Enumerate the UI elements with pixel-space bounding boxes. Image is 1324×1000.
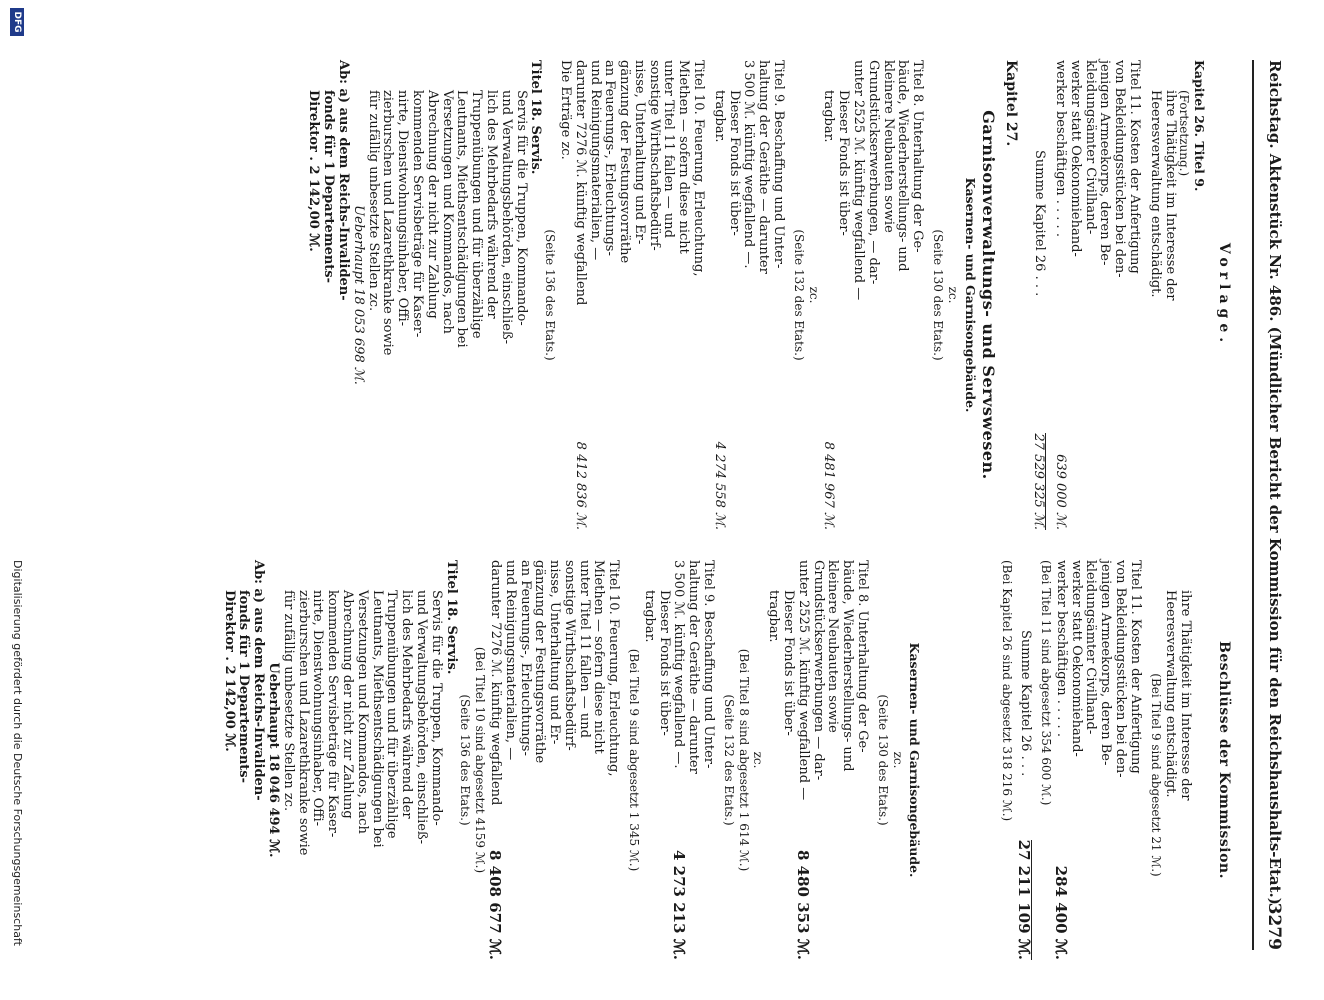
titel-9-amount: 4 273 213 ℳ. bbox=[669, 850, 688, 960]
titel-10-entry: Titel 10. Feuerung, Erleuchtung, Miethen — sofern diese nicht unter Titel 11 fallen — und sonstige Wirthschaftsbedürf- nisse, Unterhaltung und Er- gänzung der Festungsvorräthe an Feuerungs-, Erleuchtungs- und Reinigungsmaterialien, — darunter 7276 ℳ. künftig wegfallend Die Erträge zc. 8 412 836 ℳ. bbox=[557, 60, 707, 530]
titel-8-entry: Titel 8. Unterhaltung der Ge- bäude, Wiederherstellungs- und kleinere Neubauten sowie Grundstückserwerbungen, — dar- unter 2525 ℳ. künftig wegfallend — Dieser Fonds ist über- tragbar. 8 481 967 ℳ. bbox=[821, 60, 926, 530]
servis-text: Servis für die Truppen, Kommando- und Verwaltungsbehörden, einschließ- lich des Mehrbedarfs während der Truppenübungen und für überzählige Leutnants, Miethsentschädigungen bei Versetzungen und Kommandos, nach Abrechnung der nicht zur Zahlung kommenden Servisbeträge für Kaser- nirte, Dienstwohnungsinhaber, Offi- zierburschen und Lazarethkranke sowie für zufällig unbesetzte Stellen zc. bbox=[365, 90, 529, 356]
titel-18-heading: Titel 18. Servis. bbox=[528, 60, 544, 175]
dfg-logo: DFG bbox=[10, 8, 24, 36]
note-titel-9: (Bei Titel 9 sind abgesetzt 1 345 ℳ.) bbox=[627, 648, 642, 872]
titel-11-amount: 284 400 ℳ. bbox=[1052, 865, 1071, 960]
sub-title: Kasernen- und Garnisongebäude. bbox=[962, 177, 978, 413]
right-column-beschluesse: Beschlüsse der Kommission. ihre Thätigkeit im Interesse der Heeresverwaltung entschädigt. (Bei Titel 9 sind abgesetzt 21 ℳ.) Titel 11. Kosten der Anfertigung von Bekleidungsstücken bei den- jenigen Armeekorps, deren Be- kleidungsämter Civilhand- werker statt Oekonomiehand- werker beschäftigen . . . . . (Bei Titel 11 sind abgesetzt 354 600 ℳ.) 284 400 ℳ. Summe Kapitel 26 . . . 27 211 109 ℳ. (Bei Kapitel 26 sind abgesetzt 318 216 ℳ.) Kasernen- und Garnisongebäude. zc. (Seite 130 des Etats.) Titel 8. Unterhaltung der Ge- bäude, Wiederherstellungs- und kleinere Neubauten sowie Grundstückserwerbungen — dar- unter 2525 ℳ. künftig wegfallend — Dieser Fonds ist über- tragbar. 8 480 353 ℳ. zc. (Bei Titel 8 sind abgesetzt 1 614 ℳ.) (Seite 132 des Etats.) Titel 9. Beschaffung und Unter- haltung der Geräthe — darunter 3 500 ℳ. künftig wegfallend —. Dieser Fonds ist über- tragbar. 4 273 213 ℳ. (Bei Titel 9 sind abgesetzt 1 345 ℳ.) Titel 10. Feuerung, Erleuchtung, Miethen — sofern diese nicht unter Titel 11 fallen — und sonstige Wirthschaftsbedürf- nisse, Unterhaltung und Er- gänzung der Festungsvorräthe an Feuerungs-, Erleuchtungs- und Reinigungsmaterialien, — darunter 7276 ℳ. künftig wegfallend 8 408 677 ℳ. (Bei Titel 10 sind abgesetzt 4159 ℳ.) (Seite 136 des Etats.) Titel 18. Servis. Servis für die Truppen, Kommando- und Verwaltungsbehörden, einschließ- lich des Mehrbedarfs während der Truppenübungen und für überzählige Leutnants, Miethsentschädigungen bei Versetzungen und Kommandos, nach Abrechnung der nicht zur Zahlung kommenden Servisbeträge für Kaser- nirte, Dienstwohnungsinhaber, Offi- zierburschen und Lazarethkranke sowie für zufällig unbesetzte Stellen zc. Ueberhaupt 18 046 494 ℳ. Ab: a) aus dem Reichs-Invaliden- fonds für 1 Departements- Direktor . 2 142,00 ℳ. bbox=[221, 560, 1232, 960]
titel-9-amount: 4 274 558 ℳ. bbox=[711, 441, 727, 530]
summe-note: (Bei Kapitel 26 sind abgesetzt 318 216 ℳ.) bbox=[1000, 560, 1015, 822]
digitization-credit: Digitalisierung gefördert durch die Deutsche Forschungsgemeinschaft bbox=[11, 560, 24, 946]
intro-text: ihre Thätigkeit im Interesse der Heeresverwaltung entschädigt. bbox=[1147, 90, 1178, 301]
ab-text: Ab: a) aus dem Reichs-Invaliden- fonds für 1 Departements- Direktor . 2 142,00 ℳ. bbox=[306, 60, 351, 301]
titel-8-amount: 8 480 353 ℳ. bbox=[794, 850, 813, 960]
column-title: Beschlüsse der Kommission. bbox=[1216, 641, 1232, 879]
ueberhaupt: Ueberhaupt 18 053 698 ℳ. bbox=[350, 205, 366, 385]
titel-18-heading: Titel 18. Servis. bbox=[443, 560, 459, 675]
seite-130: (Seite 130 des Etats.) bbox=[931, 229, 946, 361]
kapitel-heading: Kapitel 26. Titel 9. bbox=[1192, 60, 1208, 192]
titel-8-amount: 8 481 967 ℳ. bbox=[821, 441, 837, 530]
seite-136: (Seite 136 des Etats.) bbox=[458, 694, 473, 826]
page-header bbox=[1252, 60, 1294, 950]
titel-11-entry: Titel 11. Kosten der Anfertigung von Bekleidungsstücken bei den- jenigen Armeekorps, deren Be- kleidungsämter Civilhand- werker statt Oekonomiehand- werker beschäftigen . . . . . (Bei Titel 11 sind abgesetzt 354 600 ℳ.) 284 400 ℳ. bbox=[1039, 560, 1143, 960]
page-number: 3279 bbox=[1264, 902, 1284, 950]
intro-text: ihre Thätigkeit im Interesse der Heeresverwaltung entschädigt. (Bei Titel 9 sind abgesetzt 21 ℳ.) bbox=[1148, 590, 1194, 877]
sub-title: Kasernen- und Garnisongebäude. bbox=[907, 642, 923, 878]
titel-10-entry: Titel 10. Feuerung, Erleuchtung, Miethen — sofern diese nicht unter Titel 11 fallen — und sonstige Wirthschaftsbedürf- nisse, Unterhaltung und Er- gänzung der Festungsvorräthe an Feuerungs-, Erleuchtungs- und Reinigungsmaterialien, — darunter 7276 ℳ. künftig wegfallend 8 408 677 ℳ. bbox=[485, 560, 622, 960]
titel-10-amount: 8 412 836 ℳ. bbox=[572, 441, 588, 530]
titel-9-entry: Titel 9. Beschaffung und Unter- haltung der Geräthe — darunter 3 500 ℳ. künftig wegfallend —. Dieser Fonds ist über- tragbar. 4 274 558 ℳ. bbox=[711, 60, 787, 530]
summe-amount: 27 529 325 ℳ. bbox=[1031, 433, 1047, 530]
titel-11-entry: Titel 11. Kosten der Anfertigung von Bekleidungsstücken bei den- jenigen Armeekorps, deren Be- kleidungsämter Civilhand- werker statt Oekonomiehand- werker beschäftigen . . . . . 639 000 ℳ. bbox=[1053, 60, 1143, 530]
titel-11-amount: 639 000 ℳ. bbox=[1053, 454, 1069, 530]
note-titel-8: (Bei Titel 8 sind abgesetzt 1 614 ℳ.) bbox=[736, 648, 751, 872]
servis-text: Servis für die Truppen, Kommando- und Verwaltungsbehörden, einschließ- lich des Mehrbedarfs während der Truppenübungen und für überzählige Leutnants, Miethsentschädigungen bei Versetzungen und Kommandos, nach Abrechnung der nicht zur Zahlung kommenden Servisbeträge für Kaser- nirte, Dienstwohnungsinhaber, Offi- zierburschen und Lazarethkranke sowie für zufällig unbesetzte Stellen zc. bbox=[280, 590, 444, 856]
seite-136: (Seite 136 des Etats.) bbox=[543, 229, 558, 361]
left-column-vorlage: Vorlage. Kapitel 26. Titel 9. (Fortsetzung.) ihre Thätigkeit im Interesse der Heeresverwaltung entschädigt. Titel 11. Kosten der Anfertigung von Bekleidungsstücken bei den- jenigen Armeekorps, deren Be- kleidungsämter Civilhand- werker statt Oekonomiehand- werker beschäftigen . . . . . 639 000 ℳ. Summe Kapitel 26 . . . 27 529 325 ℳ. Kapitel 27. Garnisonverwaltungs- und Servswesen. Kasernen- und Garnisongebäude. zc. (Seite 130 des Etats.) Titel 8. Unterhaltung der Ge- bäude, Wiederherstellungs- und kleinere Neubauten sowie Grundstückserwerbungen, — dar- unter 2525 ℳ. künftig wegfallend — Dieser Fonds ist über- tragbar. 8 481 967 ℳ. zc. (Seite 132 des Etats.) Titel 9. Beschaffung und Unter- haltung der Geräthe — darunter 3 500 ℳ. künftig wegfallend —. Dieser Fonds ist über- tragbar. 4 274 558 ℳ. Titel 10. Feuerung, Erleuchtung, Miethen — sofern diese nicht unter Titel 11 fallen — und sonstige Wirthschaftsbedürf- nisse, Unterhaltung und Er- gänzung der Festungsvorräthe an Feuerungs-, Erleuchtungs- und Reinigungsmaterialien, — darunter 7276 ℳ. künftig wegfallend Die Erträge zc. 8 412 836 ℳ. (Seite 136 des Etats.) Titel 18. Servis. Servis für die Truppen, Kommando- und Verwaltungsbehörden, einschließ- lich des Mehrbedarfs während der Truppenübungen und für überzählige Leutnants, Miethsentschädigungen bei Versetzungen und Kommandos, nach Abrechnung der nicht zur Zahlung kommenden Servisbeträge für Kaser- nirte, Dienstwohnungsinhaber, Offi- zierburschen und Lazarethkranke sowie für zufällig unbesetzte Stellen zc. Ueberhaupt 18 053 698 ℳ. Ab: a) aus dem Reichs-Invaliden- fonds für 1 Departements- Direktor . 2 142,00 ℳ. bbox=[306, 60, 1232, 530]
titel-10-amount: 8 408 677 ℳ. bbox=[485, 850, 504, 960]
seite-130: (Seite 130 des Etats.) bbox=[875, 694, 890, 826]
column-title: Vorlage. bbox=[1216, 242, 1232, 348]
seite-132: (Seite 132 des Etats.) bbox=[791, 229, 806, 361]
titel-8-entry: Titel 8. Unterhaltung der Ge- bäude, Wiederherstellungs- und kleinere Neubauten sowie Grundstückserwerbungen — dar- unter 2525 ℳ. künftig wegfallend — Dieser Fonds ist über- tragbar. 8 480 353 ℳ. bbox=[766, 560, 871, 960]
kapitel-27-heading: Kapitel 27. bbox=[1003, 60, 1020, 147]
section-title: Garnisonverwaltungs- und Servswesen. bbox=[979, 110, 999, 480]
note-titel-10: (Bei Titel 10 sind abgesetzt 4159 ℳ.) bbox=[473, 646, 488, 874]
header-title: Reichstag. Aktenstück Nr. 486. (Mündlicher Bericht der Kommission für den Reichshaushalts-Etat.) bbox=[1266, 60, 1284, 905]
fortsetzung: (Fortsetzung.) bbox=[1177, 90, 1192, 177]
ab-text: Ab: a) aus dem Reichs-Invaliden- fonds für 1 Departements- Direktor . 2 142,00 ℳ. bbox=[221, 560, 267, 801]
summe-amount: 27 211 109 ℳ. bbox=[1015, 839, 1034, 960]
summe-kapitel-26: Summe Kapitel 26 . . . 27 529 325 ℳ. bbox=[1031, 150, 1048, 530]
titel-9-entry: Titel 9. Beschaffung und Unter- haltung der Geräthe — darunter 3 500 ℳ. künftig wegfallend —. Dieser Fonds ist über- tragbar. 4 273 213 ℳ. bbox=[641, 560, 717, 960]
summe-kapitel-26: Summe Kapitel 26 . . . 27 211 109 ℳ. bbox=[1015, 630, 1034, 960]
ueberhaupt: Ueberhaupt 18 046 494 ℳ. bbox=[265, 662, 281, 858]
seite-132: (Seite 132 des Etats.) bbox=[721, 694, 736, 826]
